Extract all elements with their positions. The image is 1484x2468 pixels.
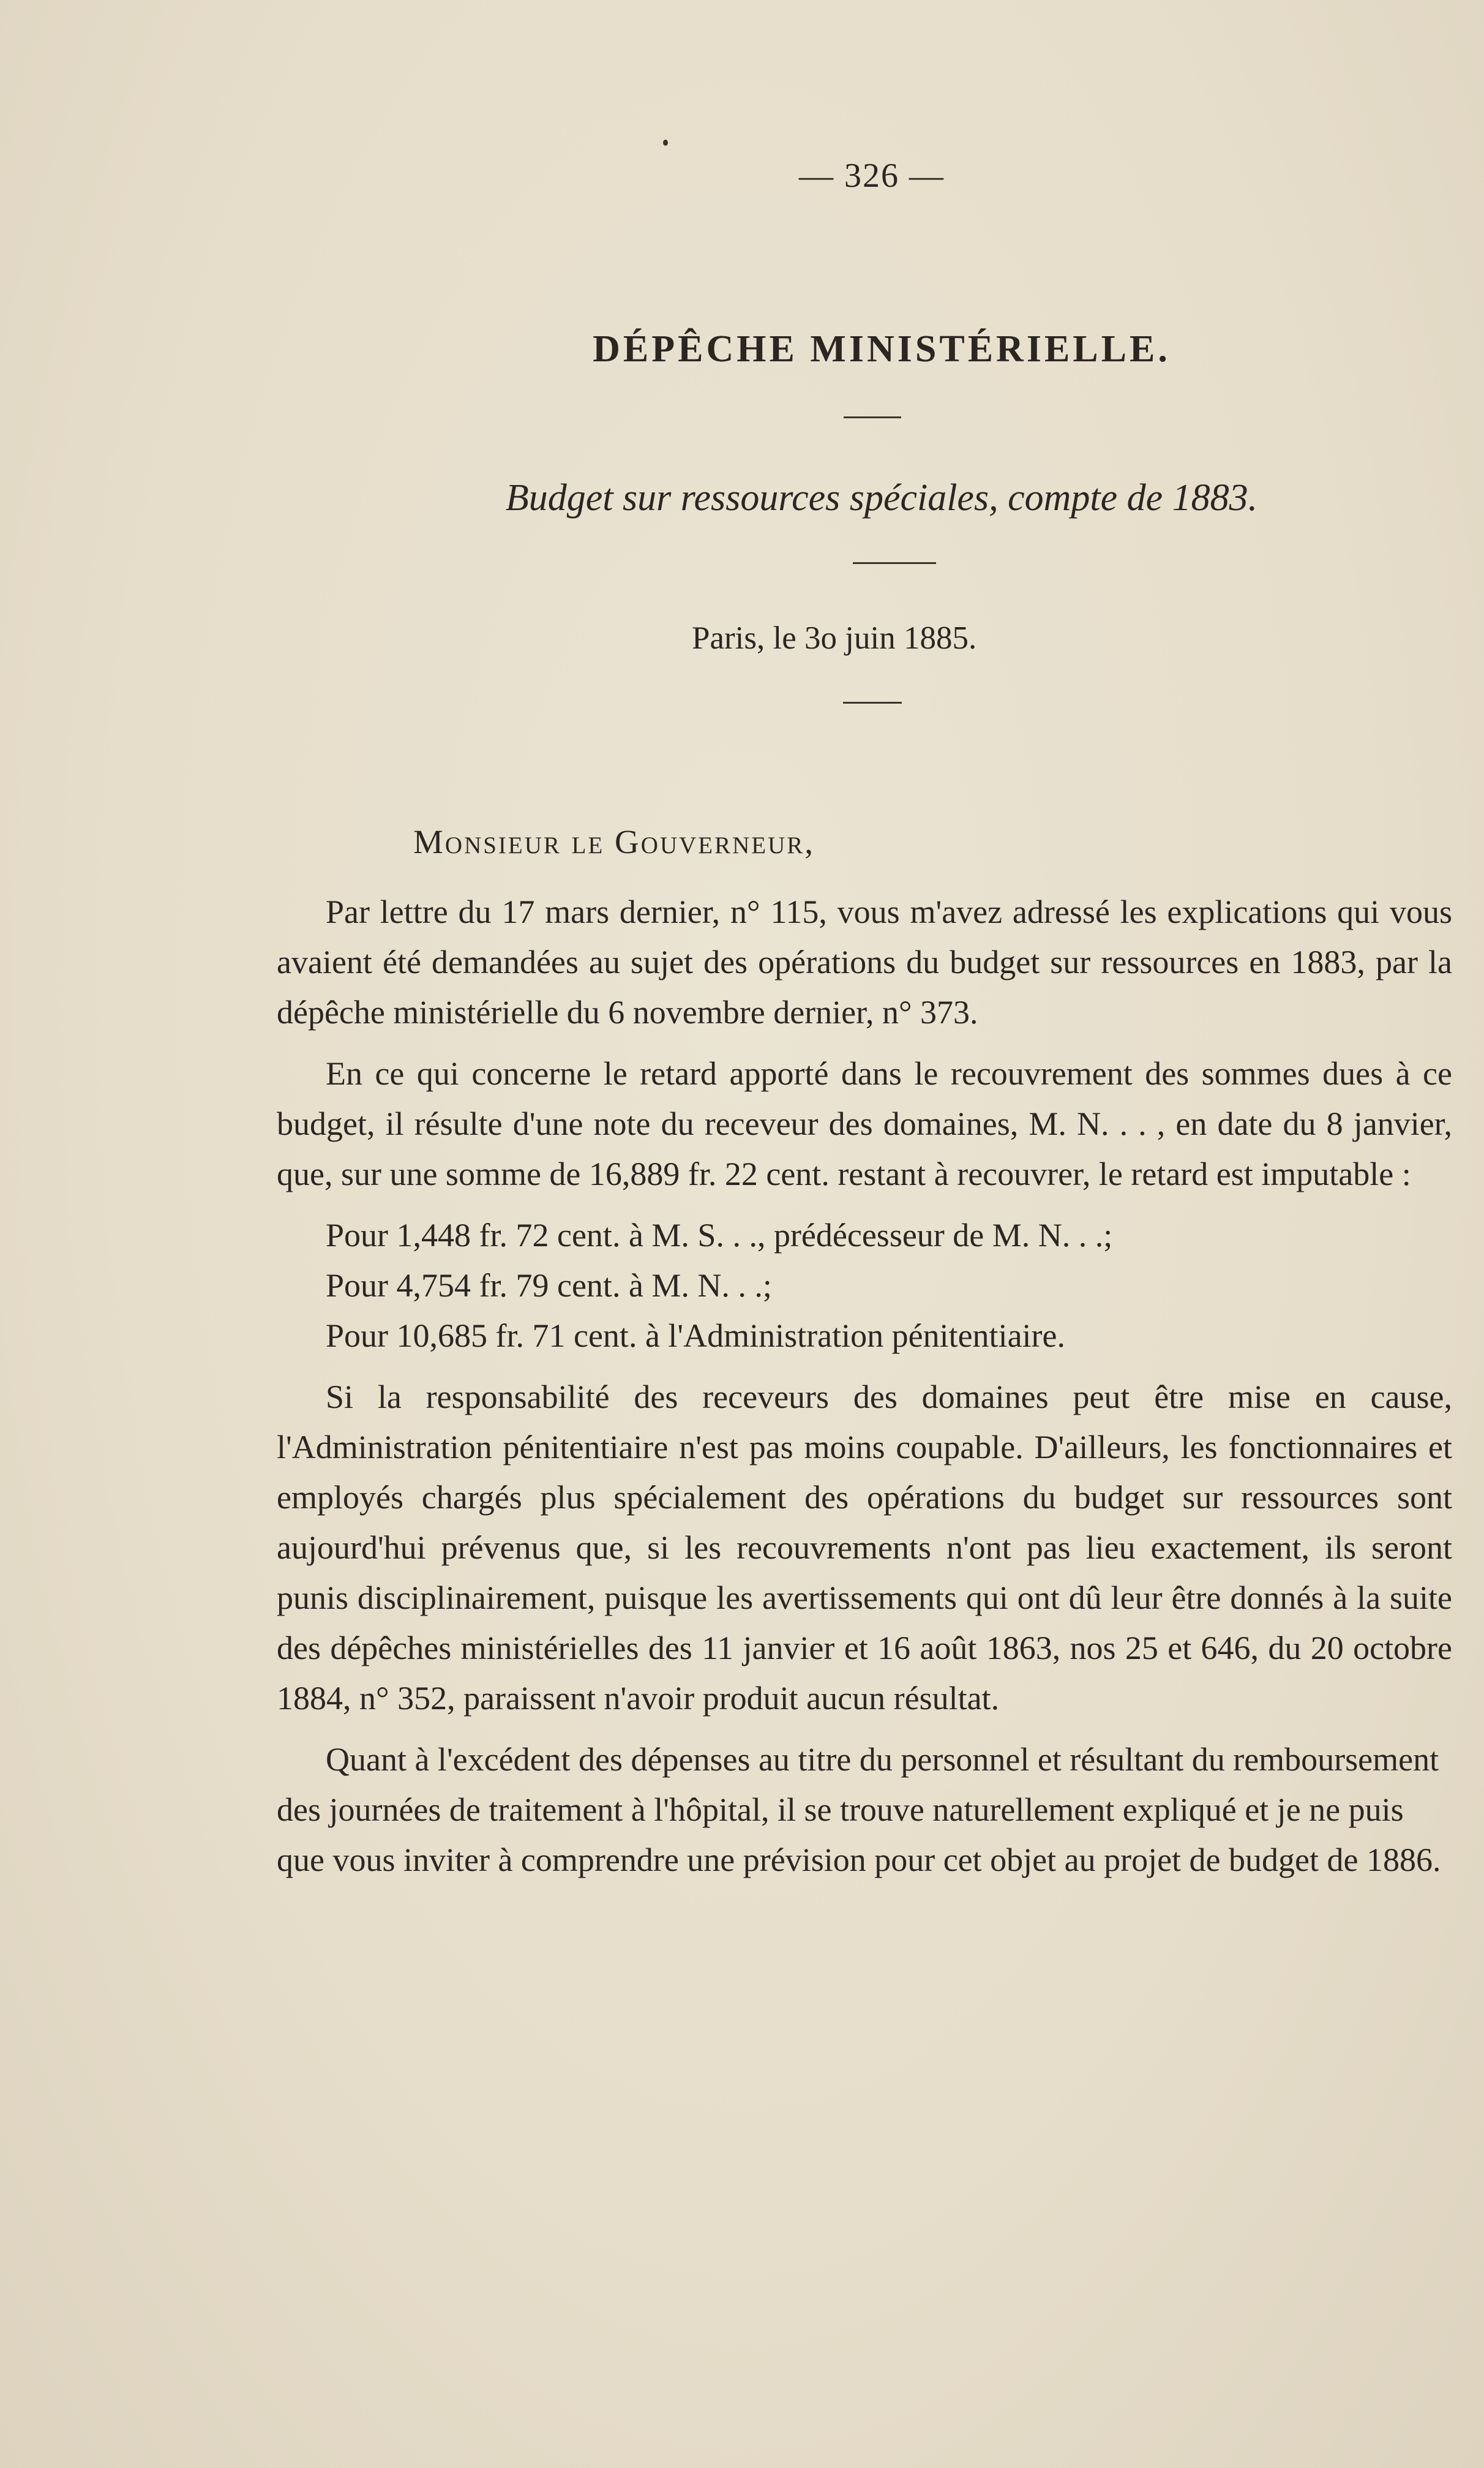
divider-rule (853, 562, 936, 564)
list-item: Pour 10,685 fr. 71 cent. à l'Administration pénitentiaire. (326, 1317, 1065, 1354)
page-number: — 326 — (799, 157, 945, 195)
letter-body (277, 887, 1452, 1896)
ink-speck (663, 140, 668, 146)
list-item: Pour 1,448 fr. 72 cent. à M. S. . ., prédécesseur de M. N. . .; (326, 1217, 1113, 1254)
paragraph: Si la responsabilité des receveurs des domaines peut être mise en cause, l'Administration pénitentiaire n'est pas moins coupable. D'ailleurs, les fonctionnaires et employés chargés plus spécialement des opérations du budget sur ressources sont aujourd'hui prévenus que, si les recouvrements n'ont pas lieu exactement, ils seront punis disciplinairement, puisque les avertissements qui ont dû leur être donnés à la suite des dépêches ministérielles des 11 janvier et 16 août 1863, nos 25 et 646, du 20 octobre 1884, n° 352, paraissent n'avoir produit aucun résultat. (277, 1379, 1452, 1717)
document-subtitle: Budget sur ressources spéciales, compte de 1883. (505, 477, 1258, 519)
dateline: Paris, le 3o juin 1885. (692, 620, 977, 656)
paragraph: Quant à l'excédent des dépenses au titre du personnel et résultant du remboursement des journées de traitement à l'hôpital, il se trouve naturellement expliqué et je ne puis que vous inviter à comprendre une prévision pour cet objet au projet de budget de 1886. (277, 1741, 1441, 1878)
salutation: Monsieur le Gouverneur, (413, 823, 815, 860)
list-item: Pour 4,754 fr. 79 cent. à M. N. . .; (326, 1267, 772, 1304)
divider-rule (843, 702, 902, 704)
paragraph: Par lettre du 17 mars dernier, n° 115, vous m'avez adressé les explications qui vous avaient été demandées au sujet des opérations du budget sur ressources en 1883, par la dépêche ministérielle du 6 novembre dernier, n° 373. (277, 894, 1452, 1031)
document-heading: DÉPÊCHE MINISTÉRIELLE. (593, 328, 1171, 370)
paragraph: En ce qui concerne le retard apporté dans le recouvrement des sommes dues à ce budget, il résulte d'une note du receveur des domaines, M. N. . . , en date du 8 janvier, que, sur une somme de 16,889 fr. 22 cent. restant à recouvrer, le retard est imputable : (277, 1055, 1452, 1192)
divider-rule (844, 416, 901, 418)
